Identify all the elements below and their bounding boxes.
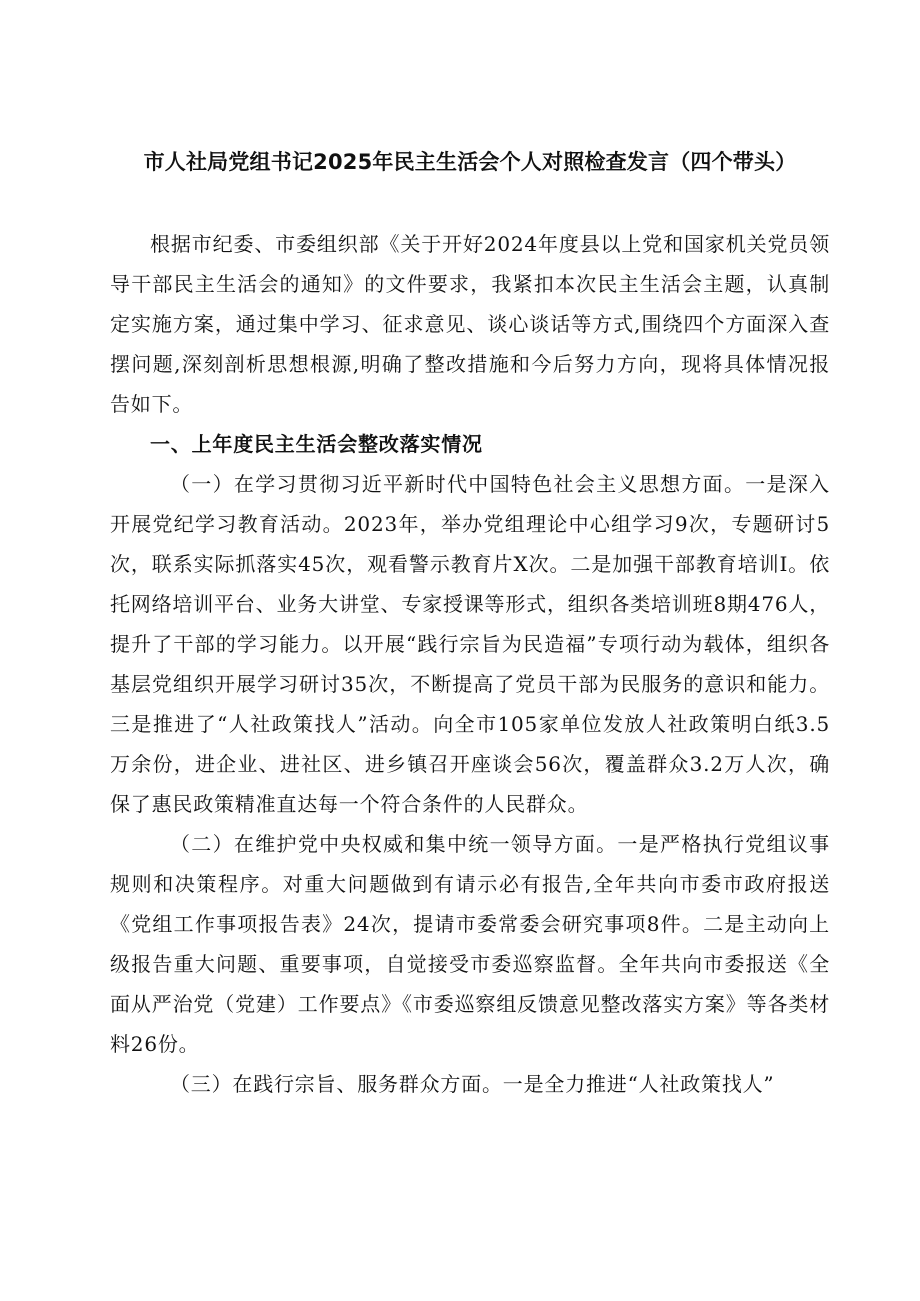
- document-body: [110, 224, 830, 1104]
- subsection-service-paragraph: （三）在践行宗旨、服务群众方面。一是全力推进“人社政策找人”: [170, 1072, 775, 1096]
- intro-paragraph: 根据市纪委、市委组织部《关于开好2024年度县以上党和国家机关党员领导干部民主生活会的通知》的文件要求，我紧扣本次民主生活会主题，认真制定实施方案，通过集中学习、征求意见、谈心谈话等方式,围绕四个方面深入查摆问题,深刻剖析思想根源,明确了整改措施和今后努力方向，现将具体情况报告如下。: [110, 232, 830, 416]
- document-content: [110, 140, 830, 1104]
- subsection-study-paragraph: （一）在学习贯彻习近平新时代中国特色社会主义思想方面。一是深入开展党纪学习教育活动。2023年，举办党组理论中心组学习9次，专题研讨5次，联系实际抓落实45次，观看警示教育片X次。二是加强干部教育培训I。依托网络培训平台、业务大讲堂、专家授课等形式，组织各类培训班8期476人，提升了干部的学习能力。以开展“践行宗旨为民造福”专项行动为载体，组织各基层党组织开展学习研讨35次，不断提高了党员干部为民服务的意识和能力。三是推进了“人社政策找人”活动。向全市105家单位发放人社政策明白纸3.5万余份，进企业、进社区、进乡镇召开座谈会56次，覆盖群众3.2万人次，确保了惠民政策精准直达每一个符合条件的人民群众。: [110, 472, 830, 816]
- section-heading: 一、上年度民主生活会整改落实情况: [150, 432, 483, 456]
- subsection-authority-paragraph: （二）在维护党中央权威和集中统一领导方面。一是严格执行党组议事规则和决策程序。对重大问题做到有请示必有报告,全年共向市委市政府报送《党组工作事项报告表》24次，提请市委常委会研究事项8件。二是主动向上级报告重大问题、重要事项，自觉接受市委巡察监督。全年共向市委报送《全面从严治党（党建）工作要点》《市委巡察组反馈意见整改落实方案》等各类材料26份。: [110, 832, 830, 1056]
- document-title: 市人社局党组书记2025年民主生活会个人对照检查发言（四个带头）: [143, 150, 797, 174]
